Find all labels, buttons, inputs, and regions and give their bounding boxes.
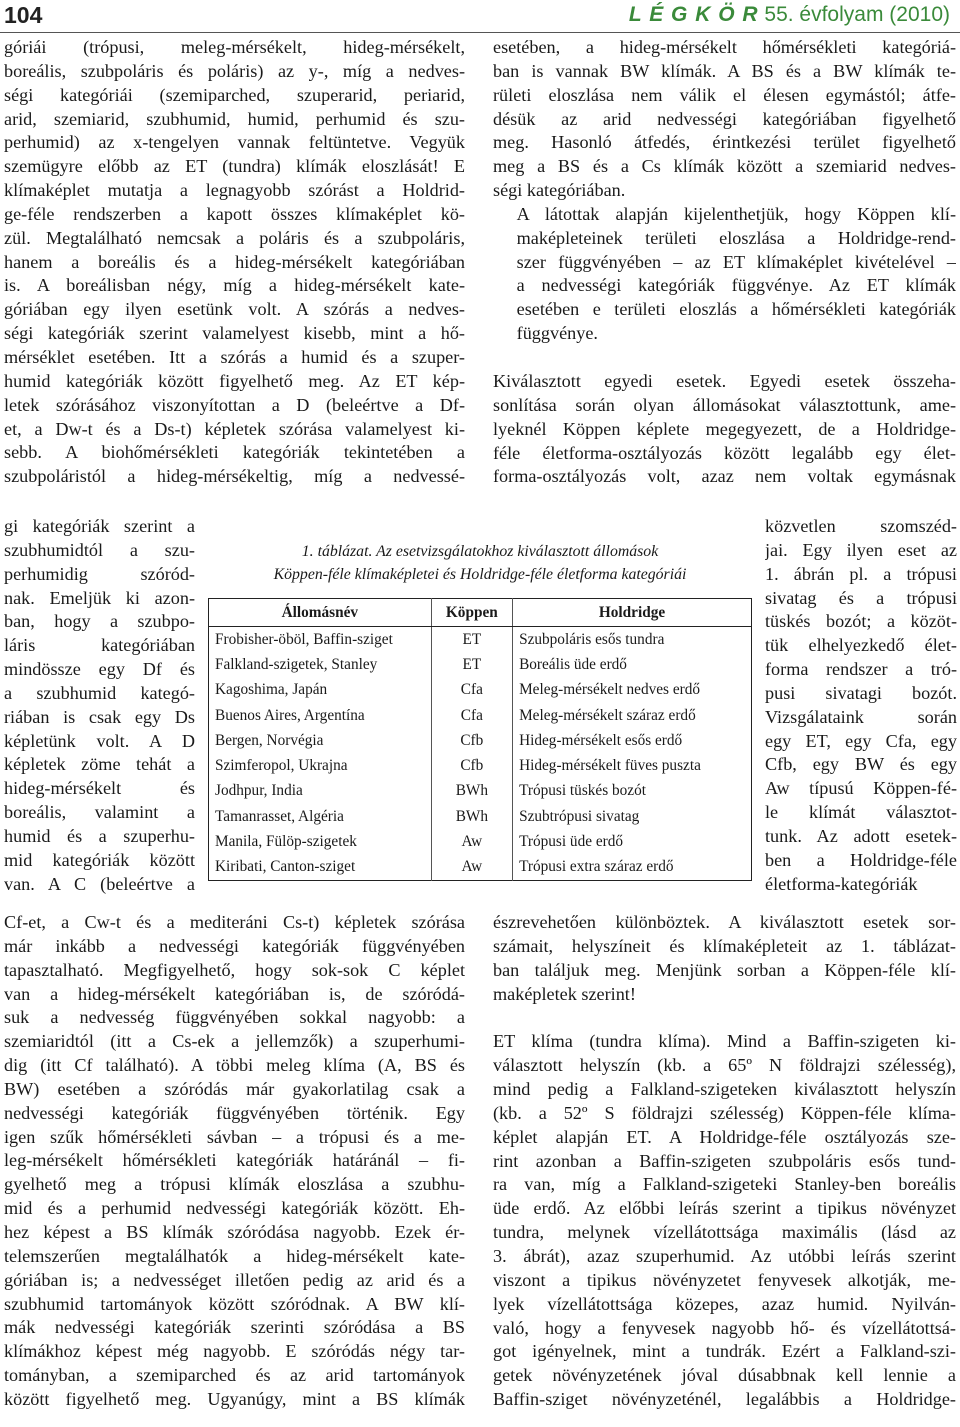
text-line: ge-féle rendszerben a kapott összes klímaképlet kö-: [4, 203, 465, 224]
paragraph: [493, 911, 956, 1006]
table-block: [208, 540, 752, 881]
text-line: számait, helyszíneit és klímaképleteit az 1. táblázat-: [493, 935, 956, 956]
text-line: klímaképlet mutatja a legnagyobb szórást a Holdrid-: [4, 180, 465, 201]
text-line: pusi sivatagi bozót.: [765, 682, 957, 703]
holdridge-cell: Hideg-mérsékelt esős erdő: [513, 728, 752, 753]
text-line: mindössze egy Df és: [4, 659, 195, 680]
holdridge-cell: Hideg-mérsékelt füves puszta: [513, 753, 752, 778]
journal-name: L É G K Ö R: [628, 3, 759, 26]
text-line: leg-mérsékelt hőmérsékleti kategóriák határánál – fi-: [4, 1150, 465, 1171]
text-line: 1. ábrán pl. a trópusi: [765, 563, 957, 584]
text-line: maképleteinek területi eloszlása a Holdridge-rend-: [516, 227, 956, 248]
text-line: lyeknél Köppen képlete megegyezett, de a Holdridge-: [493, 418, 956, 439]
holdridge-cell: Trópusi extra száraz erdő: [513, 855, 752, 881]
koppen-cell: ET: [431, 652, 512, 677]
text-line: arid, szemiarid, szubhumid, humid, perhumid és szu-: [4, 108, 465, 129]
station-name-cell: Falkland-szigetek, Stanley: [215, 655, 378, 673]
text-line: rint azonban a Baffin-szigeten szubpoláris esős tund-: [493, 1150, 956, 1171]
koppen-cell: Aw: [431, 855, 512, 881]
table-row: [209, 728, 752, 753]
text-line: suk a nedvesség függvényében sokkal nagyobb: a: [4, 1007, 465, 1028]
station-name-cell: Kagoshima, Japán: [215, 681, 328, 699]
text-line: perhumid) az x-tengelyen vannak feltüntetve. Vegyük: [4, 132, 465, 153]
text-line: A látottak alapján kijelenthetjük, hogy Köppen klí-: [516, 203, 956, 224]
koppen-cell: Cfa: [431, 703, 512, 728]
text-line: választott helyszín (kb. a 65º N földrajzi szélesség),: [493, 1055, 956, 1076]
koppen-cell: BWh: [431, 779, 512, 804]
text-line: désük az arid nedvességi kategóriában figyelhető: [493, 108, 956, 129]
text-line: Cfb, egy BW és egy: [765, 754, 957, 775]
text-line: is. A boreálisban négy, míg a hideg-mérsékelt kate-: [4, 275, 465, 296]
table-row: [209, 829, 752, 854]
table-row: [209, 703, 752, 728]
text-line: tundra, melynek vízellátottsága maximális (lásd az: [493, 1222, 956, 1243]
text-line: ra van, míg a Falkland-szigeteki Stanley-ben boreális: [493, 1174, 956, 1195]
column-header-koppen: Köppen: [431, 599, 512, 627]
text-line: viszont a tipikus növényzetet fenyvesek alkotják, me-: [493, 1269, 956, 1290]
text-line: nak. Emeljük ki azon-: [4, 587, 195, 608]
text-line: zül. Megtalálható nemcsak a poláris és a szubpoláris,: [4, 227, 465, 248]
holdridge-cell: Trópusi üde erdő: [513, 829, 752, 854]
text-line: ben a Holdridge-féle: [765, 849, 957, 870]
text-line: tományban, a szemiparched és az arid tartományok: [4, 1365, 465, 1386]
text-line: képletek zöme tehát a: [4, 754, 195, 775]
table-row: [209, 652, 752, 677]
text-line: boreális, valamint a: [4, 802, 195, 823]
table-row: [209, 627, 752, 653]
text-line: et, a Dw-t és a Ds-t) képletek szórása valamelyest ki-: [4, 418, 465, 439]
section-paragraph: [493, 1030, 956, 1412]
table-row: [209, 779, 752, 804]
text-line: tunk. Az adott esetek-: [765, 825, 957, 846]
text-line: képlet alapján ET. A Holdridge-féle osztályozás sze-: [493, 1126, 956, 1147]
text-line: észrevehetően különböztek. A kiválasztott esetek sor-: [493, 912, 956, 932]
text-line: le klímát választot-: [765, 802, 957, 823]
text-line: getek növényzetének jóval dúsabbnak kell lennie a: [493, 1365, 956, 1386]
table-caption: [208, 540, 752, 586]
text-line: perhumidig szóród-: [4, 563, 195, 584]
text-line: ban találjuk meg. Menjünk sorban a Köppen-féle klí-: [493, 959, 956, 980]
text-line: dig (itt Cf található). A többi meleg klíma (A, BS és: [4, 1055, 465, 1076]
text-line: telemszerűen megtalálhatók a hideg-mérsékelt kate-: [4, 1245, 465, 1266]
text-line: képletünk volt. A D: [4, 730, 195, 751]
holdridge-cell: Meleg-mérsékelt nedves erdő: [513, 678, 752, 703]
page-header: [0, 0, 960, 33]
right-column-narrow: [765, 515, 957, 897]
station-name-cell: Frobisher-öböl, Baffin-sziget: [215, 630, 393, 648]
section-paragraph: [493, 370, 956, 489]
text-line: maképletek szerint!: [493, 983, 636, 1004]
station-name-cell: Tamanrasset, Algéria: [215, 807, 344, 825]
text-line: góriában egy ilyen esetünk volt. A szórás a nedves-: [4, 299, 465, 320]
holdridge-cell: Boreális üde erdő: [513, 652, 752, 677]
text-line: sonlítása során olyan állomásokat választottunk, ame-: [493, 394, 956, 415]
station-name-cell: Szimferopol, Ukrajna: [215, 757, 348, 775]
text-line: góriái (trópusi, meleg-mérsékelt, hideg-mérsékelt,: [4, 37, 465, 57]
left-column-narrow: [4, 515, 195, 897]
text-line: jai. Egy ilyen eset az: [765, 539, 957, 560]
table-caption-line: Köppen-féle klímaképletei és Holdridge-féle életforma kategóriái: [273, 566, 687, 583]
text-line: (kb. a 52º S földrajzi szélesség) Köppen-féle klíma-: [493, 1102, 956, 1123]
text-line: ban is vannak BW klímák. A BS és a BW klímák te-: [493, 60, 956, 81]
text-line: humid kategóriák között figyelhető meg. Az ET kép-: [4, 370, 465, 391]
journal-volume: 55. évfolyam (2010): [764, 3, 950, 26]
text-line: ségi kategóriái (szemiparched, szuperarid, periarid,: [4, 84, 465, 105]
text-line: Kiválasztott egyedi esetek. Egyedi esetek összeha-: [493, 370, 956, 391]
text-line: a szubhumid kategó-: [4, 682, 195, 703]
koppen-cell: Aw: [431, 829, 512, 854]
holdridge-cell: Szubtrópusi sivatag: [513, 804, 752, 829]
table-row: [209, 753, 752, 778]
koppen-cell: Cfa: [431, 678, 512, 703]
text-line: tapasztalható. Megfigyelhető, hogy sok-sok C képlet: [4, 959, 465, 980]
text-line: közvetlen szomszéd-: [765, 516, 957, 536]
text-line: BW) esetében a szóródás már gyakorlatilag csak a: [4, 1078, 465, 1099]
text-line: mák nedvességi kategóriák szerinti szóródása a BS: [4, 1317, 465, 1338]
text-line: hanem a boreális és a hideg-mérsékelt kategóriában: [4, 251, 465, 272]
text-line: üde erdő. Az előbbi leírás szerint a tipikus növényzet: [493, 1198, 956, 1219]
text-line: boreális, szubpoláris és poláris) az y-, míg a nedves-: [4, 60, 465, 81]
station-name-cell: Kiribati, Canton-sziget: [215, 858, 356, 876]
paragraph: [493, 203, 956, 346]
text-line: tüskés bozót; a közöt-: [765, 611, 957, 632]
text-line: ségi kategóriában.: [493, 180, 626, 201]
text-line: forma rendszer a tró-: [765, 659, 957, 680]
text-line: meg a BS és a Cs klímák között a szemiarid nedves-: [493, 156, 956, 177]
text-line: gi kategóriák szerint a: [4, 516, 195, 536]
station-name-cell: Bergen, Norvégia: [215, 731, 324, 749]
table-header-row: [209, 599, 752, 627]
text-line: Aw típusú Köppen-fé-: [765, 778, 957, 799]
text-line: való, hogy a fenyvesek nagyobb hő- és vízellátottsá-: [493, 1317, 956, 1338]
column-header-station: Állomásnév: [209, 599, 432, 627]
koppen-cell: Cfb: [431, 753, 512, 778]
text-line: féle életforma-osztályozás között legalább egy élet-: [493, 442, 956, 463]
text-line: esetében, a hideg-mérsékelt hőmérsékleti kategóriá-: [493, 37, 956, 57]
table-row: [209, 678, 752, 703]
text-line: ségi kategóriák szerint valamelyest kisebb, mint a hő-: [4, 323, 465, 344]
text-line: gyelhető meg a trópusi klímák eloszlása a szubhu-: [4, 1174, 465, 1195]
table-row: [209, 855, 752, 881]
text-line: életforma-kategóriák: [765, 873, 918, 894]
table-body: [209, 627, 752, 881]
station-name-cell: Jodhpur, India: [215, 782, 303, 800]
text-line: szemiaridtól (itt a Cs-ek a jellemzők) a szuperhumi-: [4, 1031, 465, 1052]
text-line: a nedvességi kategóriák függvénye. Az ET klímák: [516, 275, 956, 296]
koppen-cell: ET: [431, 627, 512, 653]
text-line: klímákhoz képest még nagyobb. E szóródás négy tar-: [4, 1341, 465, 1362]
left-column-top: [4, 36, 465, 489]
text-line: szemügyre előbb az ET (tundra) klímák eloszlását! E: [4, 156, 465, 177]
text-line: szer függvényében – az ET klímaképlet kivételével –: [516, 251, 956, 272]
text-line: 3. ábrát), azaz szuperhumid. Az utóbbi leírás szerint: [493, 1245, 956, 1266]
right-column-bottom: [493, 911, 956, 1412]
text-line: mérséklet esetében. Itt a szórás a humid és a szuper-: [4, 346, 465, 367]
left-column-bottom: [4, 911, 465, 1412]
text-line: lyek vízellátottsága közepes, azaz humid. Nyilván-: [493, 1293, 956, 1314]
text-line: ET klíma (tundra klíma). Mind a Baffin-szigeten ki-: [493, 1031, 956, 1052]
text-line: már inkább a nedvességi kategóriák függvényében: [4, 935, 465, 956]
station-name-cell: Manila, Fülöp-szigetek: [215, 833, 357, 851]
text-line: függvénye.: [516, 323, 598, 344]
koppen-cell: Cfb: [431, 728, 512, 753]
text-line: hideg-mérsékelt és: [4, 778, 195, 799]
table-row: [209, 804, 752, 829]
text-line: meg. Hasonló átfedés, érintkezési terület figyelhető: [493, 132, 956, 153]
text-line: Baffin-sziget növényzeténél, legalábbis a Holdridge-: [493, 1389, 956, 1410]
station-name-cell: Buenos Aires, Argentína: [215, 706, 365, 724]
text-line: van. A C (beleértve a: [4, 873, 195, 894]
text-line: mid és a perhumid nedvességi kategóriák között. Eh-: [4, 1198, 465, 1219]
text-line: láris kategóriában: [4, 635, 195, 656]
text-line: forma-osztályozás volt, azaz nem voltak egymásnak: [493, 466, 956, 487]
table-caption-line: 1. táblázat. Az esetvizsgálatokhoz kiválasztott állomások: [301, 543, 659, 560]
paragraph: [493, 36, 956, 203]
holdridge-cell: Trópusi tüskés bozót: [513, 779, 752, 804]
holdridge-cell: Meleg-mérsékelt száraz erdő: [513, 703, 752, 728]
text-line: letek szórásához viszonyítottan a D (beleértve a Df-: [4, 394, 465, 415]
stations-table: [208, 598, 752, 881]
text-line: Cf-et, a Cw-t és a mediteráni Cs-t) képletek szórása: [4, 912, 465, 932]
text-line: got igényelnek, mint a tundrák. Ezért a Falkland-szi-: [493, 1341, 956, 1362]
text-line: riában is csak egy Ds: [4, 706, 195, 727]
right-column-top: [493, 36, 956, 489]
text-line: rületi eloszlása nem válik el élesen egymástól; átfe-: [493, 84, 956, 105]
text-line: humid és a szuperhu-: [4, 825, 195, 846]
text-line: ban, hogy a szubpo-: [4, 611, 195, 632]
text-line: sivatag és a trópusi: [765, 587, 957, 608]
text-line: szubhumidtól a szu-: [4, 539, 195, 560]
text-line: nedvességi kategóriák függvényében történik. Egy: [4, 1102, 465, 1123]
text-line: között figyelhető meg. Ugyanúgy, mint a BS klímák: [4, 1388, 465, 1409]
text-line: mid kategóriák között: [4, 849, 195, 870]
holdridge-cell: Szubpoláris esős tundra: [513, 627, 752, 653]
text-line: igen szűk hőmérsékleti sávban – a trópusi és a me-: [4, 1126, 465, 1147]
text-line: sebb. A biohőmérsékleti kategóriák tekintetében a: [4, 442, 465, 463]
koppen-cell: BWh: [431, 804, 512, 829]
paragraph-gap: [493, 1006, 956, 1030]
column-header-holdridge: Holdridge: [513, 599, 752, 627]
text-line: góriában is; a nedvességet illetően pedig az arid és a: [4, 1269, 465, 1290]
text-line: szubhumid tartományok között szóródnak. A BW klí-: [4, 1293, 465, 1314]
text-line: mind pedig a Falkland-szigeteken kiválasztott helyszín: [493, 1079, 956, 1100]
journal-info: [629, 3, 950, 27]
page-number: 104: [4, 2, 43, 28]
text-line: szubpoláristól a hideg-mérsékeltig, míg a nedvessé-: [4, 466, 465, 487]
text-line: van a hideg-mérsékelt kategóriában is, de szóródá-: [4, 983, 465, 1004]
paragraph-gap: [493, 346, 956, 370]
text-line: hez képest a BS klímák szóródása nagyobb. Ezek ér-: [4, 1221, 465, 1242]
text-line: esetében e területi eloszlás a hőmérsékleti kategóriák: [516, 299, 956, 320]
text-line: Vizsgálataink során: [765, 706, 957, 727]
text-line: egy ET, egy Cfa, egy: [765, 730, 957, 751]
text-line: tük elhelyezkedő élet-: [765, 635, 957, 656]
